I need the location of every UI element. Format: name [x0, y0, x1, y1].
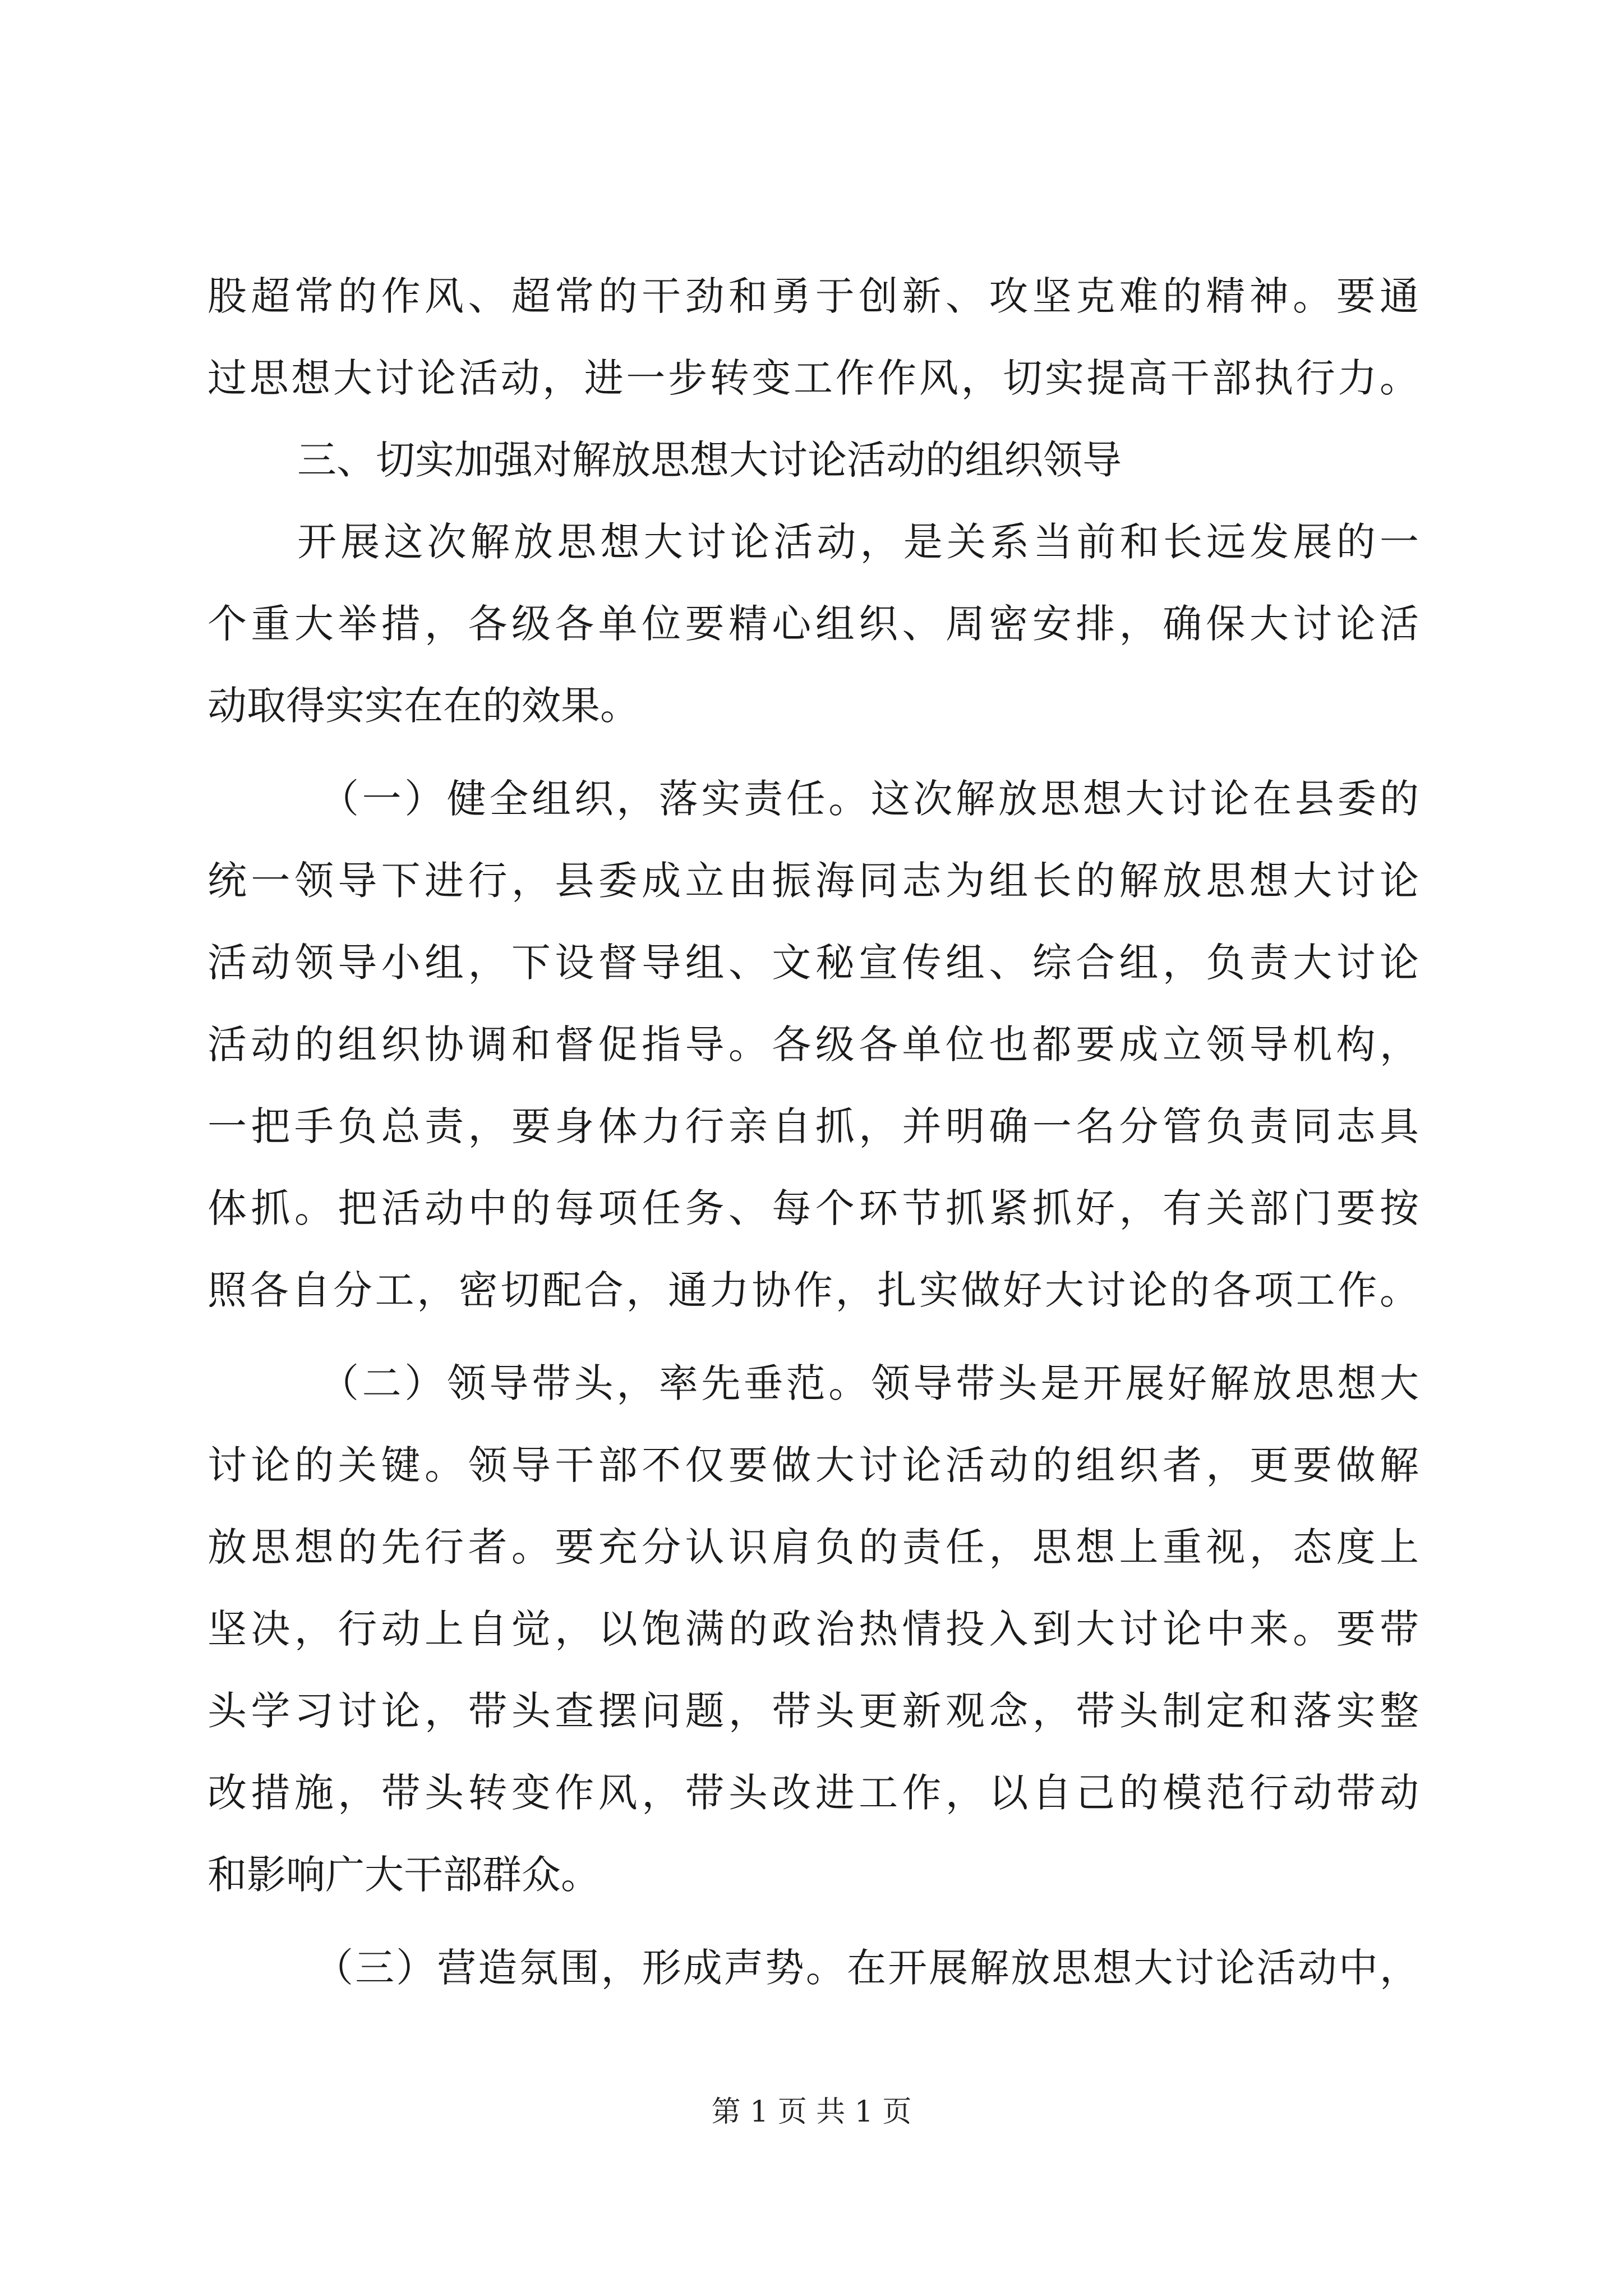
paragraph-line: 坚决，行动上自觉，以饱满的政治热情投入到大讨论中来。要带 — [208, 1606, 1419, 1652]
section-heading: 三、切实加强对解放思想大讨论活动的组织领导 — [297, 437, 1122, 483]
paragraph-line: 放思想的先行者。要充分认识肩负的责任，思想上重视，态度上 — [208, 1524, 1419, 1570]
paragraph-line: 一把手负总责，要身体力行亲自抓，并明确一名分管负责同志具 — [208, 1103, 1419, 1149]
paragraph-line: 股超常的作风、超常的干劲和勇于创新、攻坚克难的精神。要通 — [208, 273, 1419, 319]
subsection-line: （二）领导带头，率先垂范。领导带头是开展好解放思想大 — [320, 1360, 1419, 1406]
paragraph-line: 照各自分工，密切配合，通力协作，扎实做好大讨论的各项工作。 — [208, 1267, 1419, 1313]
paragraph-line: 活动领导小组，下设督导组、文秘宣传组、综合组，负责大讨论 — [208, 940, 1419, 986]
paragraph-line: 过思想大讨论活动，进一步转变工作作风，切实提高干部执行力。 — [208, 355, 1419, 401]
paragraph-line: 活动的组织协调和督促指导。各级各单位也都要成立领导机构， — [208, 1022, 1419, 1068]
paragraph-line: 体抓。把活动中的每项任务、每个环节抓紧抓好，有关部门要按 — [208, 1185, 1419, 1231]
paragraph-line: 个重大举措，各级各单位要精心组织、周密安排，确保大讨论活 — [208, 601, 1419, 647]
subsection-line: （三）营造氛围，形成声势。在开展解放思想大讨论活动中， — [314, 1945, 1419, 1991]
document-body — [208, 255, 1419, 2009]
paragraph-line: 和影响广大干部群众。 — [208, 1852, 600, 1898]
subsection-line: （一）健全组织，落实责任。这次解放思想大讨论在县委的 — [320, 776, 1419, 822]
paragraph-line: 开展这次解放思想大讨论活动，是关系当前和长远发展的一 — [297, 519, 1419, 565]
paragraph-line: 头学习讨论，带头查摆问题，带头更新观念，带头制定和落实整 — [208, 1688, 1419, 1734]
paragraph-line: 动取得实实在在的效果。 — [208, 683, 639, 729]
page-number-footer: 第 1 页 共 1 页 — [711, 2095, 912, 2129]
paragraph-line: 统一领导下进行，县委成立由振海同志为组长的解放思想大讨论 — [208, 858, 1419, 904]
paragraph-line: 改措施，带头转变作风，带头改进工作，以自己的模范行动带动 — [208, 1770, 1419, 1816]
paragraph-line: 讨论的关键。领导干部不仅要做大讨论活动的组织者，更要做解 — [208, 1442, 1419, 1488]
